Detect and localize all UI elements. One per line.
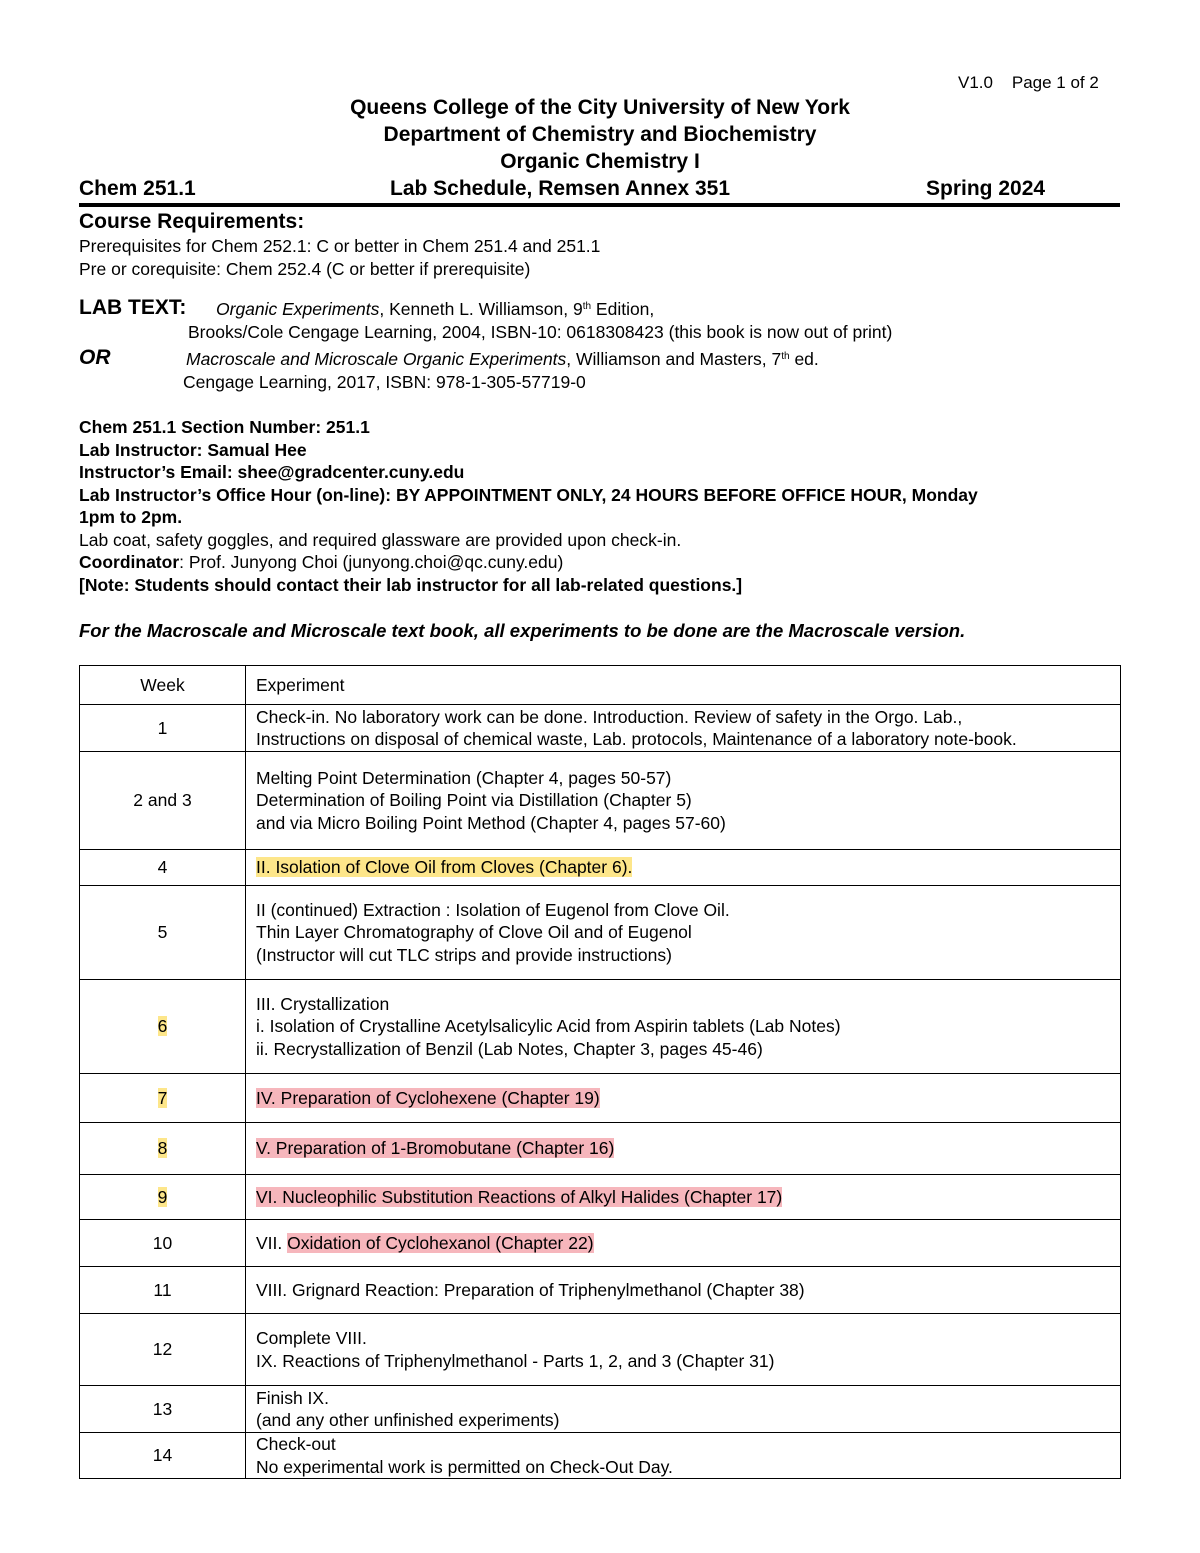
coordinator-label: Coordinator xyxy=(79,552,180,572)
experiment-column-header: Experiment xyxy=(246,666,1121,705)
book2-edition-sup: th xyxy=(781,351,790,362)
experiment-line-highlighted: VI. Nucleophilic Substitution Reactions of Alkyl Halides (Chapter 17) xyxy=(256,1186,783,1207)
table-row xyxy=(80,1175,1121,1220)
lab-schedule-table xyxy=(79,665,1121,1479)
table-row xyxy=(80,1386,1121,1433)
table-row xyxy=(80,980,1121,1074)
experiment-line: and via Micro Boiling Point Method (Chapter 4, pages 57-60) xyxy=(256,812,726,833)
schedule-location: Lab Schedule, Remsen Annex 351 xyxy=(390,177,731,200)
lab-text-label: LAB TEXT: xyxy=(79,296,187,319)
table-row xyxy=(80,705,1121,752)
experiment-line: (Instructor will cut TLC strips and provide instructions) xyxy=(256,944,672,965)
coordinator-line xyxy=(79,552,563,573)
table-row xyxy=(80,752,1121,850)
experiment-cell xyxy=(246,1074,1121,1123)
experiment-cell xyxy=(246,705,1121,752)
experiment-line-highlighted: V. Preparation of 1-Bromobutane (Chapter 16) xyxy=(256,1138,615,1159)
week-cell xyxy=(80,1123,246,1175)
experiment-cell xyxy=(246,1386,1121,1433)
table-row xyxy=(80,1074,1121,1123)
table-row xyxy=(80,886,1121,980)
book2-author: , Williamson and Masters, 7 xyxy=(566,349,782,369)
week-highlighted: 8 xyxy=(157,1138,168,1159)
experiment-cell xyxy=(246,850,1121,886)
instructor-email: Instructor’s Email: shee@gradcenter.cuny.edu xyxy=(79,462,465,482)
week-cell: 13 xyxy=(80,1386,246,1433)
book2-publisher: Cengage Learning, 2017, ISBN: 978-1-305-57719-0 xyxy=(183,372,586,392)
week-cell xyxy=(80,1175,246,1220)
experiment-prefix: VII. xyxy=(256,1232,288,1253)
week-cell: 2 and 3 xyxy=(80,752,246,850)
experiment-cell xyxy=(246,1123,1121,1175)
week-cell xyxy=(80,1074,246,1123)
table-row xyxy=(80,1433,1121,1479)
requirements-heading: Course Requirements: xyxy=(79,210,305,233)
experiment-line: No experimental work is permitted on Check-Out Day. xyxy=(256,1456,673,1477)
office-hour-line1: Lab Instructor’s Office Hour (on-line): BY APPOINTMENT ONLY, 24 HOURS BEFORE OFFICE HOUR, Monday xyxy=(79,485,978,505)
experiment-line: IX. Reactions of Triphenylmethanol - Parts 1, 2, and 3 (Chapter 31) xyxy=(256,1350,775,1371)
college-title: Queens College of the City University of New York xyxy=(350,96,850,119)
book1-edition: Edition, xyxy=(591,299,655,319)
course-name: Organic Chemistry I xyxy=(500,150,700,173)
table-row xyxy=(80,1267,1121,1314)
experiment-cell xyxy=(246,1220,1121,1267)
header-divider xyxy=(79,203,1120,207)
book1-publisher: Brooks/Cole Cengage Learning, 2004, ISBN-10: 0618308423 (this book is now out of print) xyxy=(188,322,893,342)
book2-citation xyxy=(186,349,819,370)
experiment-cell xyxy=(246,1433,1121,1479)
experiment-line-highlighted: IV. Preparation of Cyclohexene (Chapter 19) xyxy=(256,1087,600,1108)
macroscale-note: For the Macroscale and Microscale text book, all experiments to be done are the Macroscale version. xyxy=(79,620,966,641)
week-highlighted: 6 xyxy=(157,1016,168,1037)
experiment-line: (and any other unfinished experiments) xyxy=(256,1410,560,1430)
table-header-row xyxy=(80,666,1121,705)
week-cell: 10 xyxy=(80,1220,246,1267)
course-code: Chem 251.1 xyxy=(79,177,196,200)
book1-citation xyxy=(216,299,654,320)
experiment-cell xyxy=(246,1175,1121,1220)
book1-title: Organic Experiments xyxy=(216,299,380,319)
table-row xyxy=(80,1220,1121,1267)
or-label: OR xyxy=(79,346,111,369)
week-column-header: Week xyxy=(80,666,246,705)
experiment-line: Check-in. No laboratory work can be done. Introduction. Review of safety in the Orgo. Lab., xyxy=(256,706,963,727)
section-number: Chem 251.1 Section Number: 251.1 xyxy=(79,417,370,437)
experiment-line-highlighted: Oxidation of Cyclohexanol (Chapter 22) xyxy=(287,1232,594,1253)
experiment-line: III. Crystallization xyxy=(256,993,390,1014)
experiment-line: Check-out xyxy=(256,1434,336,1454)
book2-title: Macroscale and Microscale Organic Experiments xyxy=(186,349,567,369)
table-row xyxy=(80,850,1121,886)
experiment-cell xyxy=(246,1314,1121,1386)
experiment-line: Melting Point Determination (Chapter 4, pages 50-57) xyxy=(256,767,672,788)
lab-instructor: Lab Instructor: Samual Hee xyxy=(79,440,307,460)
week-highlighted: 7 xyxy=(157,1087,168,1108)
week-cell: 14 xyxy=(80,1433,246,1479)
week-cell: 11 xyxy=(80,1267,246,1314)
week-cell xyxy=(80,980,246,1074)
experiment-line: i. Isolation of Crystalline Acetylsalicylic Acid from Aspirin tablets (Lab Notes) xyxy=(256,1016,841,1037)
week-cell: 5 xyxy=(80,886,246,980)
contact-note: [Note: Students should contact their lab instructor for all lab-related questions.] xyxy=(79,575,743,595)
experiment-line: Finish IX. xyxy=(256,1387,329,1408)
week-highlighted: 9 xyxy=(157,1186,168,1207)
prerequisites-line: Prerequisites for Chem 252.1: C or better in Chem 251.4 and 251.1 xyxy=(79,236,601,256)
corequisite-line: Pre or corequisite: Chem 252.4 (C or better if prerequisite) xyxy=(79,259,531,279)
experiment-line: Instructions on disposal of chemical waste, Lab. protocols, Maintenance of a laboratory note-book. xyxy=(256,729,1017,749)
term: Spring 2024 xyxy=(926,177,1046,200)
supplies-line: Lab coat, safety goggles, and required glassware are provided upon check-in. xyxy=(79,530,682,550)
book2-edition: ed. xyxy=(789,349,819,369)
experiment-cell xyxy=(246,886,1121,980)
version-page-label: V1.0 Page 1 of 2 xyxy=(958,73,1099,92)
table-row xyxy=(80,1123,1121,1175)
book1-edition-sup: th xyxy=(582,301,592,312)
experiment-line: Determination of Boiling Point via Distillation (Chapter 5) xyxy=(256,790,692,811)
experiment-line: Complete VIII. xyxy=(256,1328,367,1348)
experiment-cell: VIII. Grignard Reaction: Preparation of Triphenylmethanol (Chapter 38) xyxy=(246,1267,1121,1314)
experiment-line: Thin Layer Chromatography of Clove Oil and of Eugenol xyxy=(256,922,692,943)
week-cell: 4 xyxy=(80,850,246,886)
experiment-line: ii. Recrystallization of Benzil (Lab Notes, Chapter 3, pages 45-46) xyxy=(256,1038,763,1059)
book1-author: , Kenneth L. Williamson, 9 xyxy=(379,299,583,319)
coordinator-value: : Prof. Junyong Choi (junyong.choi@qc.cuny.edu) xyxy=(179,552,564,572)
week-cell: 12 xyxy=(80,1314,246,1386)
experiment-line-highlighted: II. Isolation of Clove Oil from Cloves (Chapter 6). xyxy=(256,857,633,878)
experiment-cell xyxy=(246,980,1121,1074)
week-cell: 1 xyxy=(80,705,246,752)
experiment-line: II (continued) Extraction : Isolation of Eugenol from Clove Oil. xyxy=(256,899,730,920)
table-row xyxy=(80,1314,1121,1386)
experiment-cell xyxy=(246,752,1121,850)
department-title: Department of Chemistry and Biochemistry xyxy=(383,123,817,146)
office-hour-line2: 1pm to 2pm. xyxy=(79,507,183,527)
